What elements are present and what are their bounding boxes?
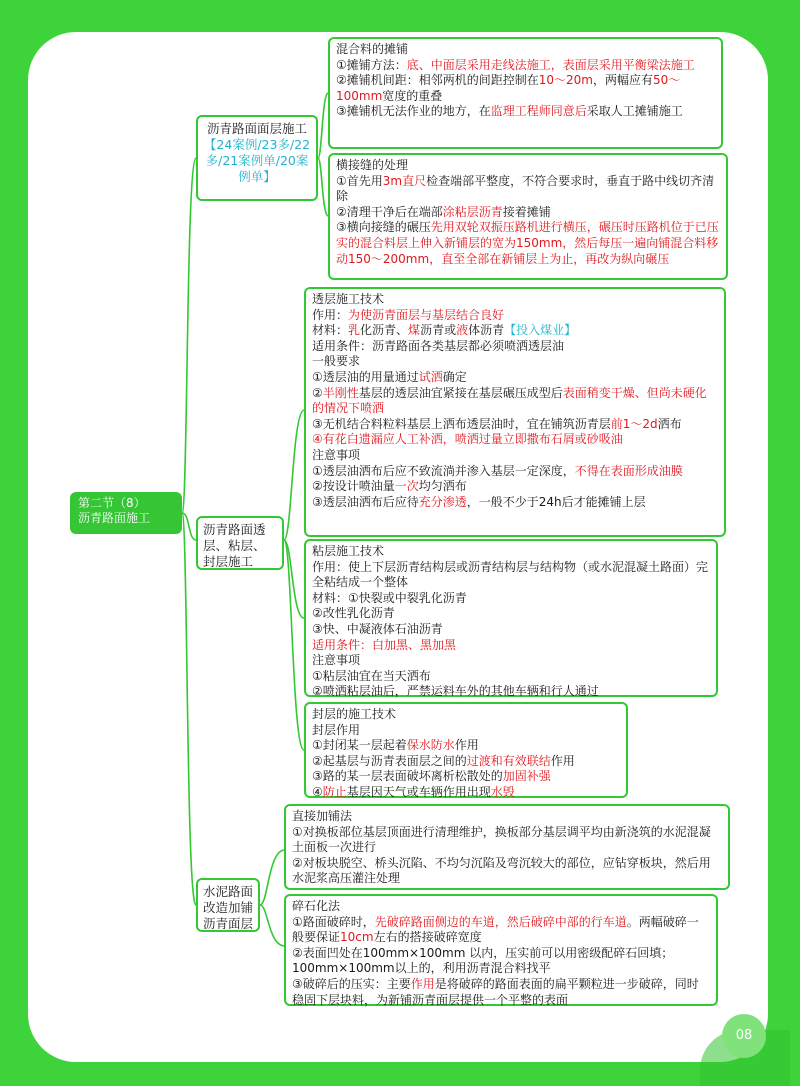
leaf-title: 直接加铺法 — [292, 809, 353, 823]
leaf-tack-coat[interactable]: 粘层施工技术 作用：使上下层沥青结构层或沥青结构层与结构物（或水泥混凝土路面）完全粘结成一个整体 材料：①快裂或中裂乳化沥青 ②改性乳化沥青 ③快、中凝液体石油沥青 适用条件：白加黑、黑加黑 注意事项 ①粘层油宜在当天洒布 ②喷洒粘层油后，严禁运料车外的其他车辆和行人通过 — [304, 539, 718, 697]
leaf-title: 横接缝的处理 — [336, 158, 409, 172]
node-asphalt-paving-title: 沥青路面面层施工 — [206, 121, 307, 136]
exam-frequency-tag: 【24案例/23多/22多/21案例单/20案例单】 — [203, 137, 311, 184]
leaf-prime-coat[interactable]: 透层施工技术 作用：为使沥青面层与基层结合良好 材料：乳化沥青、煤沥青或液体沥青【投入煤业】 适用条件：沥青路面各类基层都必须喷洒透层油 一般要求 ①透层油的用量通过试洒确定 ②半刚性基层的透层油宜紧接在基层碾压成型后表面稍变干燥、但尚未硬化的情况下喷洒 ③无机结合料粒料基层上洒布透层油时，宜在铺筑沥青层前1～2d洒布 ④有花白遗漏应人工补洒，喷洒过量立即撒布石屑或砂吸油 注意事项 ①透层油洒布后应不致流淌并渗入基层一定深度，不得在表面形成油膜 ②按设计喷油量一次均匀洒布 ③透层油洒布后应待充分渗透，一般不少于24h后才能摊铺上层 — [304, 287, 726, 537]
leaf-title: 透层施工技术 — [312, 292, 385, 306]
mnemonic-tag: 【投入煤业】 — [504, 323, 577, 338]
node-prime-tack-seal-title: 沥青路面透层、粘层、封层施工 — [203, 522, 266, 569]
leaf-title: 封层的施工技术 — [312, 707, 397, 721]
node-prime-tack-seal[interactable] — [196, 516, 284, 570]
leaf-mix-paving[interactable]: 混合料的摊铺 ①摊铺方法：底、中面层采用走线法施工，表面层采用平衡梁法施工 ②摊铺机间距：相邻两机的间距控制在10～20m，两幅应有50～100mm宽度的重叠 ③摊铺机无法作业的地方，在监理工程师同意后采取人工摊铺施工 — [328, 37, 723, 149]
node-asphalt-paving[interactable] — [196, 115, 318, 201]
leaf-title: 混合料的摊铺 — [336, 42, 409, 56]
leaf-title: 粘层施工技术 — [312, 544, 385, 558]
leaf-title: 碎石化法 — [292, 899, 341, 913]
page-number: 08 — [722, 1014, 766, 1058]
leaf-rubblization[interactable]: 碎石化法 ①路面破碎时，先破碎路面侧边的车道，然后破碎中部的行车道。两幅破碎一般要保证10cm左右的搭接破碎宽度 ②表面凹处在100mm×100mm 以内，压实前可以用密级配碎石回填；100mm×100mm以上的，利用沥青混合料找平 ③破碎后的压实：主要作用是将破碎的路面表面的扁平颗粒进一步破碎，同时稳固下层块料，为新铺沥青面层提供一个平整的表面 — [284, 894, 718, 1006]
node-cement-overlay-title: 水泥路面改造加铺沥青面层 — [203, 884, 254, 931]
node-cement-overlay[interactable] — [196, 878, 260, 932]
root-section-label: 第二节（8） — [78, 496, 146, 510]
root-node[interactable] — [70, 492, 182, 534]
leaf-seal-coat[interactable]: 封层的施工技术 封层作用 ①封闭某一层起着保水防水作用 ②起基层与沥青表面层之间的过渡和有效联结作用 ③路的某一层表面破坏离析松散处的加固补强 ④防止基层因天气或车辆作用出现水毁 — [304, 702, 628, 798]
leaf-direct-overlay[interactable]: 直接加铺法 ①对换板部位基层顶面进行清理维护，换板部分基层调平均由新浇筑的水泥混凝土面板一次进行 ②对板块脱空、桥头沉陷、不均匀沉陷及弯沉较大的部位，应钻穿板块，然后用水泥浆高压灌注处理 — [284, 804, 730, 890]
leaf-transverse-joint[interactable]: 横接缝的处理 ①首先用3m直尺检查端部平整度，不符合要求时，垂直于路中线切齐清除 ②清理干净后在端部涂粘层沥青接着摊铺 ③横向接缝的碾压先用双轮双振压路机进行横压，碾压时压路机位于已压实的混合料层上伸入新铺层的宽为150mm，然后每压一遍向铺混合料移动150～200mm，直至全部在新铺层上为止，再改为纵向碾压 — [328, 153, 728, 280]
root-title: 沥青路面施工 — [78, 511, 151, 525]
